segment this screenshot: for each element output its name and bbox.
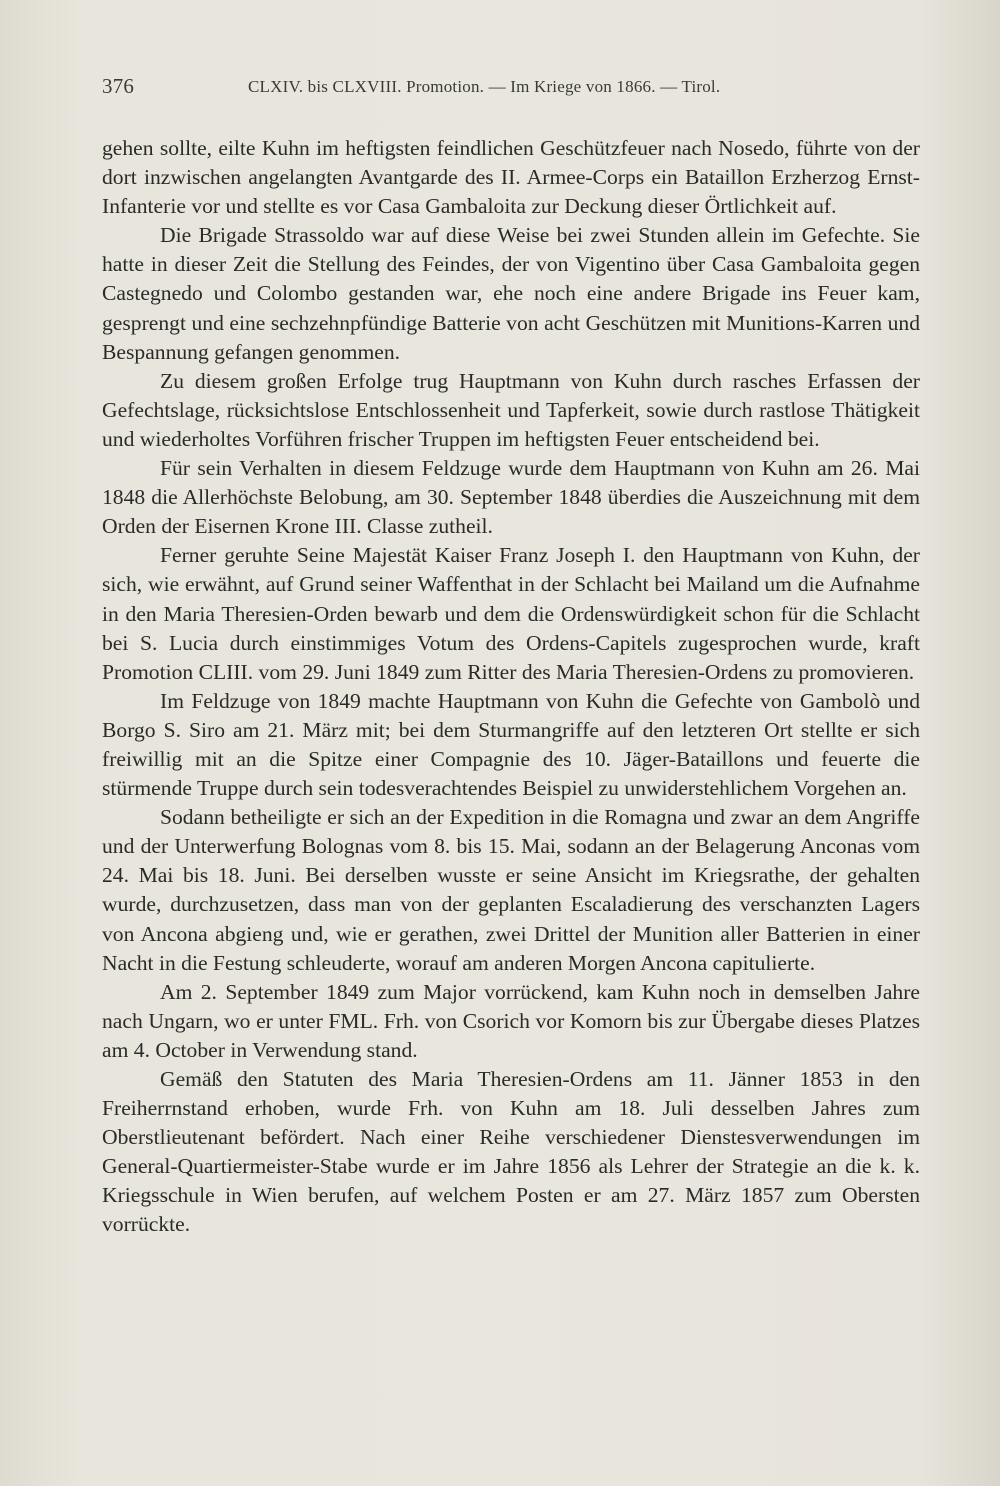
paragraph: Im Feldzuge von 1849 machte Hauptmann von Kuhn die Gefechte von Gambolò und Borgo S. Siro am 21. März mit; bei dem Sturmangriffe auf den letzteren Ort stellte er sich freiwillig mit an die Spitze einer Compagnie des 10. Jäger-Bataillons und feuerte die stürmende Truppe durch sein todesverachtendes Beispiel zu unwiderstehlichem Vorgehen an. (102, 688, 920, 801)
paragraph: Ferner geruhte Seine Majestät Kaiser Franz Joseph I. den Hauptmann von Kuhn, der sich, wie erwähnt, auf Grund seiner Waffenthat in der Schlacht bei Mailand um die Aufnahme in den Maria Theresien-Orden bewarb und dem die Ordenswürdigkeit schon für die Schlacht bei S. Lucia durch einstimmiges Votum des Ordens-Capitels zugesprochen wurde, kraft Promotion CLIII. vom 29. Juni 1849 zum Ritter des Maria Theresien-Ordens zu promovieren. (102, 543, 920, 684)
paragraph: Am 2. September 1849 zum Major vorrückend, kam Kuhn noch in demselben Jahre nach Ungarn, wo er unter FML. Frh. von Csorich vor Komorn bis zur Übergabe dieses Platzes am 4. October in Verwendung stand. (102, 979, 920, 1062)
paragraph: gehen sollte, eilte Kuhn im heftigsten feindlichen Geschützfeuer nach Nosedo, führte von der dort inzwischen angelangten Avantgarde des II. Armee-Corps ein Bataillon Erzherzog Ernst-Infanterie vor und stellte es vor Casa Gambaloita zur Deckung dieser Örtlichkeit auf. (102, 136, 920, 219)
page-number: 376 (102, 74, 135, 98)
running-header (102, 74, 920, 104)
paragraph: Die Brigade Strassoldo war auf diese Weise bei zwei Stunden allein im Gefechte. Sie hatte in dieser Zeit die Stellung des Feindes, der von Vigentino über Casa Gambaloita gegen Castegnedo und Colombo gestanden war, ehe noch eine andere Brigade ins Feuer kam, gesprengt und eine sechzehnpfündige Batterie von acht Geschützen mit Munitions-Karren und Bespannung gefangen genommen. (102, 223, 920, 364)
running-title: CLXIV. bis CLXVIII. Promotion. — Im Kriege von 1866. — Tirol. (248, 77, 721, 96)
body-text (102, 134, 920, 1240)
paragraph: Für sein Verhalten in diesem Feldzuge wurde dem Hauptmann von Kuhn am 26. Mai 1848 die Allerhöchste Belobung, am 30. September 1848 überdies die Auszeichnung mit dem Orden der Eisernen Krone III. Classe zutheil. (102, 456, 920, 539)
paragraph: Zu diesem großen Erfolge trug Hauptmann von Kuhn durch rasches Erfassen der Gefechtslage, rücksichtslose Entschlossenheit und Tapferkeit, sowie durch rastlose Thätigkeit und wiederholtes Vorführen frischer Truppen im heftigsten Feuer entscheidend bei. (102, 368, 920, 451)
paragraph: Gemäß den Statuten des Maria Theresien-Ordens am 11. Jänner 1853 in den Freiherrnstand erhoben, wurde Frh. von Kuhn am 18. Juli desselben Jahres zum Oberstlieutenant befördert. Nach einer Reihe verschiedener Dienstesverwendungen im General-Quartiermeister-Stabe wurde er im Jahre 1856 als Lehrer der Strategie an die k. k. Kriegsschule in Wien berufen, auf welchem Posten er am 27. März 1857 zum Obersten vorrückte. (102, 1067, 920, 1237)
paragraph: Sodann betheiligte er sich an der Expedition in die Romagna und zwar an dem Angriffe und der Unterwerfung Bolognas vom 8. bis 15. Mai, sodann an der Belagerung Anconas vom 24. Mai bis 18. Juni. Bei derselben wusste er seine Ansicht im Kriegsrathe, der gehalten wurde, durchzusetzen, dass man von der geplanten Escaladierung des verschanzten Lagers von Ancona abgieng und, wie er gerathen, zwei Drittel der Munition aller Batterien in einer Nacht in die Festung schleuderte, worauf am anderen Morgen Ancona capitulierte. (102, 805, 920, 975)
